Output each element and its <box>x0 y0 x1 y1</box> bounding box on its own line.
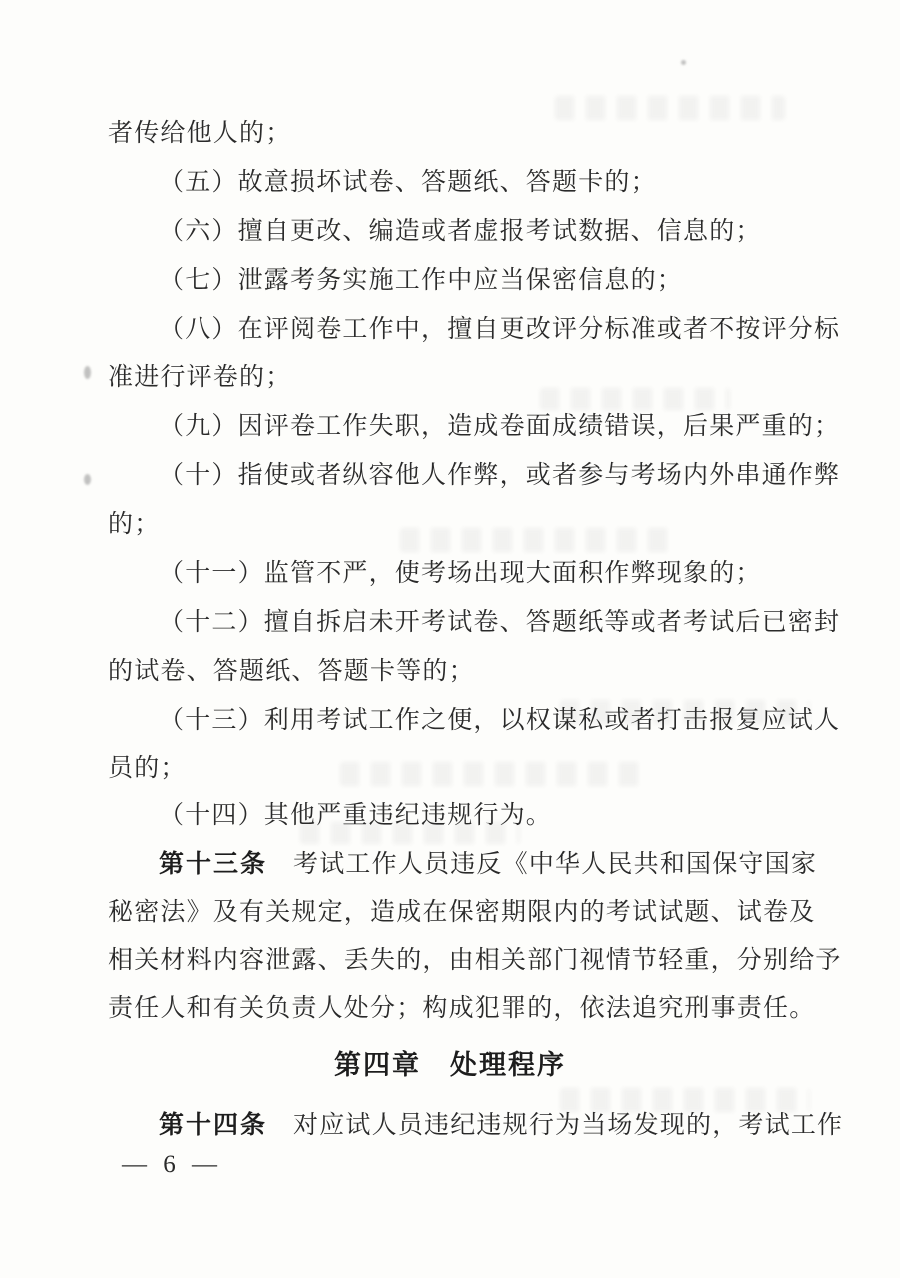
article-13-number: 第十三条 <box>159 850 268 878</box>
clause-10-continuation: 的； <box>108 511 161 538</box>
article-14-text: 对应试人员违纪违规行为当场发现的，考试工作 <box>293 1112 844 1139</box>
article-13-continuation-3: 责任人和有关负责人处分；构成犯罪的，依法追究刑事责任。 <box>108 995 816 1022</box>
clause-12-line: （十二）擅自拆启未开考试卷、答题纸等或者考试后已密封 <box>159 609 841 636</box>
clause-14-line: （十四）其他严重违纪违规行为。 <box>159 802 553 829</box>
bleed-through-artifact <box>555 96 785 120</box>
article-14-line <box>108 1112 843 1139</box>
clause-6-line: （六）擅自更改、编造或者虚报考试数据、信息的； <box>159 218 762 245</box>
scan-speck <box>84 366 91 379</box>
bleed-through-artifact <box>540 388 730 410</box>
clause-8-continuation: 准进行评卷的； <box>108 364 292 391</box>
article-13-continuation-2: 相关材料内容泄露、丢失的，由相关部门视情节轻重，分别给予 <box>108 947 842 974</box>
bleed-through-artifact <box>400 528 670 552</box>
chapter-4-heading: 第四章 处理程序 <box>334 1050 566 1080</box>
scan-speck <box>84 474 91 485</box>
clause-13-line: （十三）利用考试工作之便，以权谋私或者打击报复应试人 <box>159 707 841 734</box>
clause-5-line: （五）故意损坏试卷、答题纸、答题卡的； <box>159 169 657 196</box>
scan-speck <box>681 60 686 65</box>
article-13-continuation-1: 秘密法》及有关规定，造成在保密期限内的考试试题、试卷及 <box>108 899 816 926</box>
clause-13-continuation: 员的； <box>108 755 187 782</box>
continuation-line: 者传给他人的； <box>108 120 292 147</box>
page-number: — 6 — <box>122 1151 222 1178</box>
article-13-text: 考试工作人员违反《中华人民共和国保守国家 <box>293 851 818 878</box>
clause-7-line: （七）泄露考务实施工作中应当保密信息的； <box>159 267 684 294</box>
clause-10-line: （十）指使或者纵容他人作弊，或者参与考场内外串通作弊 <box>159 462 841 489</box>
article-13-line <box>108 851 817 878</box>
bleed-through-artifact <box>560 1088 810 1112</box>
clause-11-line: （十一）监管不严，使考场出现大面积作弊现象的； <box>159 560 762 587</box>
clause-8-line: （八）在评阅卷工作中，擅自更改评分标准或者不按评分标 <box>159 316 841 343</box>
bleed-through-artifact <box>340 762 640 786</box>
article-14-number: 第十四条 <box>159 1111 268 1139</box>
clause-12-continuation: 的试卷、答题纸、答题卡等的； <box>108 658 475 685</box>
clause-9-line: （九）因评卷工作失职，造成卷面成绩错误，后果严重的； <box>159 413 841 440</box>
